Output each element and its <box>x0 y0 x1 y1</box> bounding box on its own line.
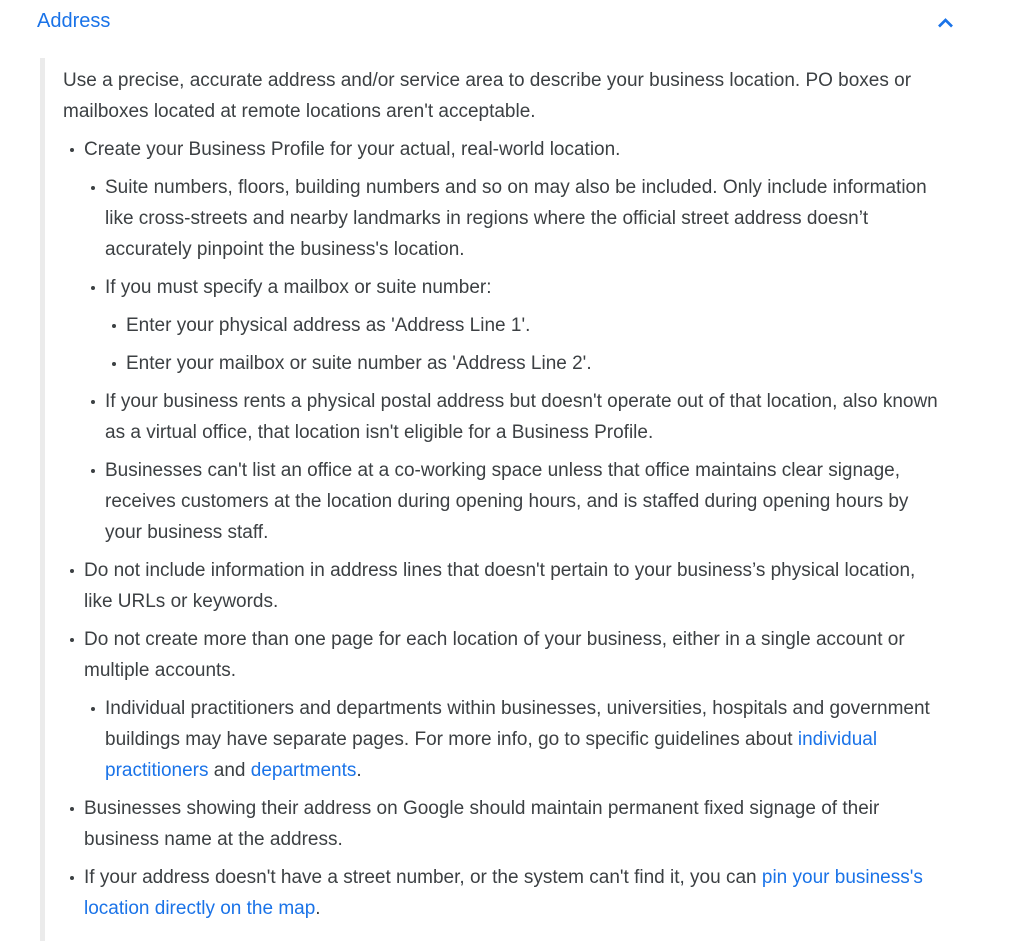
text-segment: Do not create more than one page for each location of your business, either in a single account or multiple accounts. <box>84 629 905 681</box>
text-segment: Do not include information in address lines that doesn't pertain to your business’s physical location, like URLs or keywords. <box>84 560 916 612</box>
pin-location-link[interactable]: pin your business's location directly on the map <box>84 867 923 919</box>
nested-list <box>84 172 940 548</box>
list-item <box>84 455 940 548</box>
list-item <box>105 348 940 379</box>
text-segment: Businesses showing their address on Google should maintain permanent fixed signage of their business name at the address. <box>84 798 880 850</box>
text-segment: If your business rents a physical postal address but doesn't operate out of that location, also known as a virtual office, that location isn't eligible for a Business Profile. <box>105 391 938 443</box>
list-item <box>63 793 940 855</box>
text-segment: Individual practitioners and departments within businesses, universities, hospitals and government buildings may have separate pages. For more info, go to specific guidelines about <box>105 698 930 750</box>
text-segment: Create your Business Profile for your actual, real-world location. <box>84 139 621 160</box>
text-segment: and <box>208 760 251 781</box>
text-segment: . <box>356 760 362 781</box>
departments-link[interactable]: departments <box>250 760 357 781</box>
list-item <box>84 272 940 379</box>
list-item <box>63 555 940 617</box>
section-title: Address <box>37 10 111 32</box>
list-item <box>63 862 940 924</box>
list-item <box>105 310 940 341</box>
list-item <box>84 693 940 786</box>
accordion-header-address[interactable] <box>0 0 1024 32</box>
nested-list <box>105 310 940 379</box>
text-segment: Enter your mailbox or suite number as 'Address Line 2'. <box>126 353 592 374</box>
text-segment: If you must specify a mailbox or suite number: <box>105 277 492 298</box>
intro-paragraph: Use a precise, accurate address and/or service area to describe your business location. PO boxes or mailboxes located at remote locations aren't acceptable. <box>63 70 912 122</box>
list-item <box>63 134 940 548</box>
chevron-up-icon[interactable] <box>937 16 954 29</box>
individual-practitioners-link[interactable]: individual practitioners <box>105 729 878 781</box>
text-segment: If your address doesn't have a street number, or the system can't find it, you can <box>84 867 762 888</box>
text-segment: Businesses can't list an office at a co-working space unless that office maintains clear signage, receives customers at the location during opening hours, and is staffed during opening hours by your business staff. <box>105 460 909 543</box>
list-item <box>84 172 940 265</box>
text-segment: Enter your physical address as 'Address Line 1'. <box>126 315 531 336</box>
text-segment: Suite numbers, floors, building numbers and so on may also be included. Only include information like cross-streets and nearby landmarks in regions where the official street address doesn’t accurately pinpoint the business's location. <box>105 177 927 260</box>
list-item <box>84 386 940 448</box>
list-item <box>63 624 940 786</box>
guidelines-list <box>63 134 940 924</box>
accordion-body <box>40 58 940 941</box>
text-segment: . <box>315 898 321 919</box>
nested-list <box>84 693 940 786</box>
